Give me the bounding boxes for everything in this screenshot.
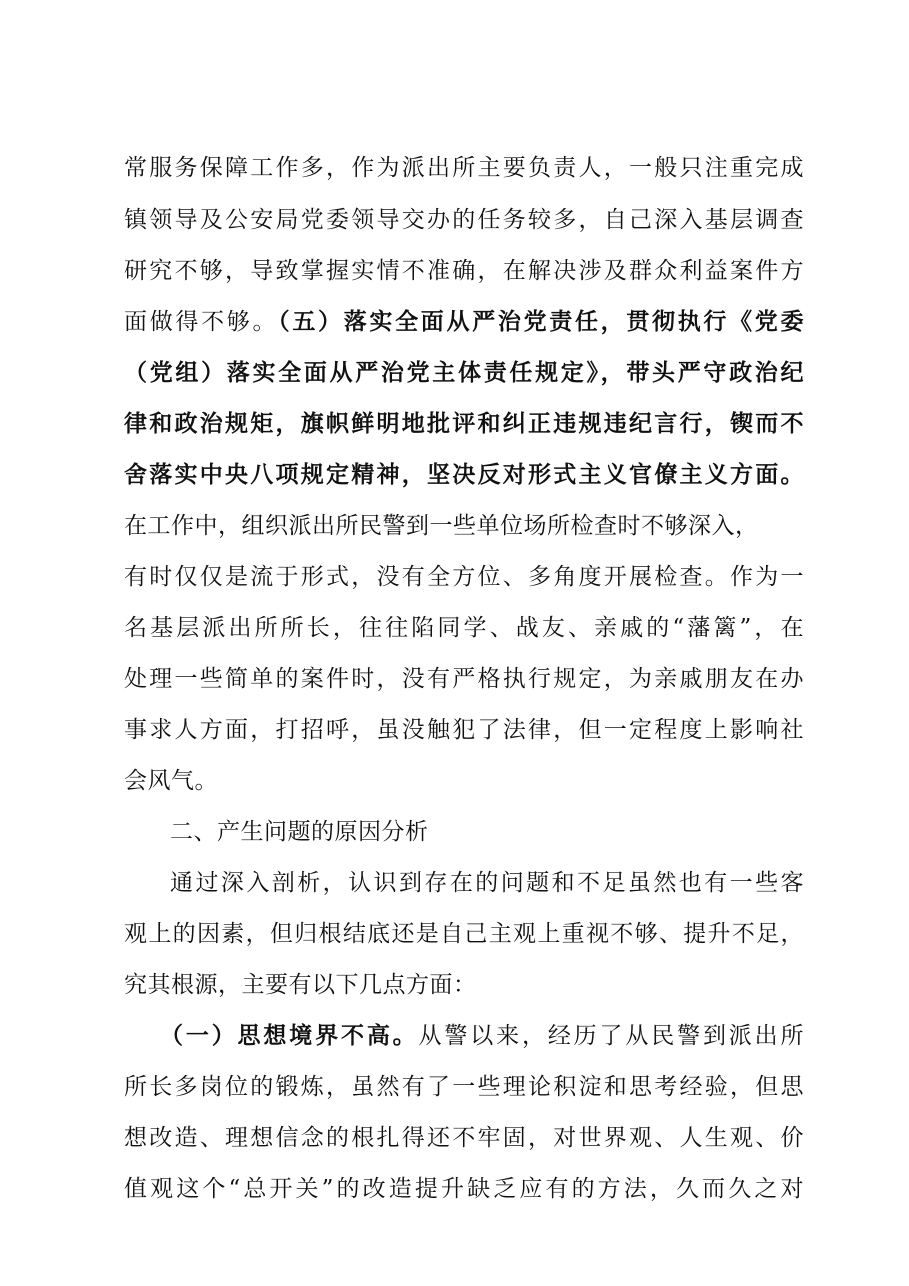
paragraph-line: [124, 715, 804, 745]
paragraph-line: [124, 970, 804, 1000]
body-text: 名基层派出所所长，往往陷同学、战友、亲戚的“藩篱”，在: [124, 615, 804, 641]
body-text: 通过深入剖析，认识到存在的问题和不足虽然也有一些客: [170, 870, 804, 896]
body-text: 在工作中，组织派出所民警到一些单位场所检查时不够深入，: [124, 513, 759, 539]
body-text: 观上的因素，但归根结底还是自己主观上重视不够、提升不足，: [124, 921, 804, 947]
body-text: 究其根源，主要有以下几点方面：: [124, 972, 477, 998]
paragraph-line: [124, 1072, 804, 1102]
bold-heading-text: （五）落实全面从严治党责任，贯彻执行《党委: [278, 308, 805, 335]
body-text: 值观这个“总开关”的改造提升缺乏应有的方法，久而久之对: [124, 1176, 804, 1202]
paragraph-line: [124, 409, 804, 439]
paragraph-line: [124, 664, 804, 694]
paragraph-line: [124, 307, 804, 337]
body-text: 从警以来，经历了从民警到派出所: [418, 1023, 805, 1049]
paragraph-line: [124, 613, 804, 643]
body-text: 事求人方面，打招呼，虽没触犯了法律，但一定程度上影响社: [124, 717, 804, 743]
paragraph-line: [160, 1021, 804, 1051]
paragraph-line: [124, 153, 804, 183]
paragraph-line: [124, 1174, 804, 1204]
section-heading: [170, 817, 429, 847]
body-text: 研究不够，导致掌握实情不准确，在解决涉及群众利益案件方: [124, 258, 804, 284]
body-text: 常服务保障工作多，作为派出所主要负责人，一般只注重完成: [124, 155, 804, 181]
paragraph-line: [170, 868, 804, 898]
body-text: 想改造、理想信念的根扎得还不牢固，对世界观、人生观、价: [124, 1125, 804, 1151]
paragraph-line: [124, 460, 804, 490]
body-text: 会风气。: [124, 768, 218, 794]
paragraph-line: [124, 256, 804, 286]
bold-heading-text: 舍落实中央八项规定精神，坚决反对形式主义官僚主义方面。: [124, 461, 804, 488]
body-text: 镇领导及公安局党委领导交办的任务较多，自己深入基层调查: [124, 207, 804, 233]
bold-heading-text: （党组）落实全面从严治党主体责任规定》，带头严守政治纪: [124, 359, 804, 386]
paragraph-line: [124, 919, 804, 949]
bold-heading-text: （一）思想境界不高。: [160, 1022, 419, 1049]
bold-heading-text: 律和政治规矩，旗帜鲜明地批评和纠正违规违纪言行，锲而不: [124, 410, 804, 437]
paragraph-line: [124, 766, 804, 796]
body-text: 面做得不够。: [124, 309, 279, 335]
paragraph-line: [124, 1123, 804, 1153]
section-heading-text: 二、产生问题的原因分析: [170, 819, 429, 845]
paragraph-line: [124, 562, 804, 592]
paragraph-line: [124, 205, 804, 235]
paragraph-line: [124, 358, 804, 388]
body-text: 所长多岗位的锻炼，虽然有了一些理论积淀和思考经验，但思: [124, 1074, 804, 1100]
body-text: 处理一些简单的案件时，没有严格执行规定，为亲戚朋友在办: [124, 666, 804, 692]
body-text: 有时仅仅是流于形式，没有全方位、多角度开展检查。作为一: [124, 564, 804, 590]
paragraph-line: [124, 511, 804, 541]
